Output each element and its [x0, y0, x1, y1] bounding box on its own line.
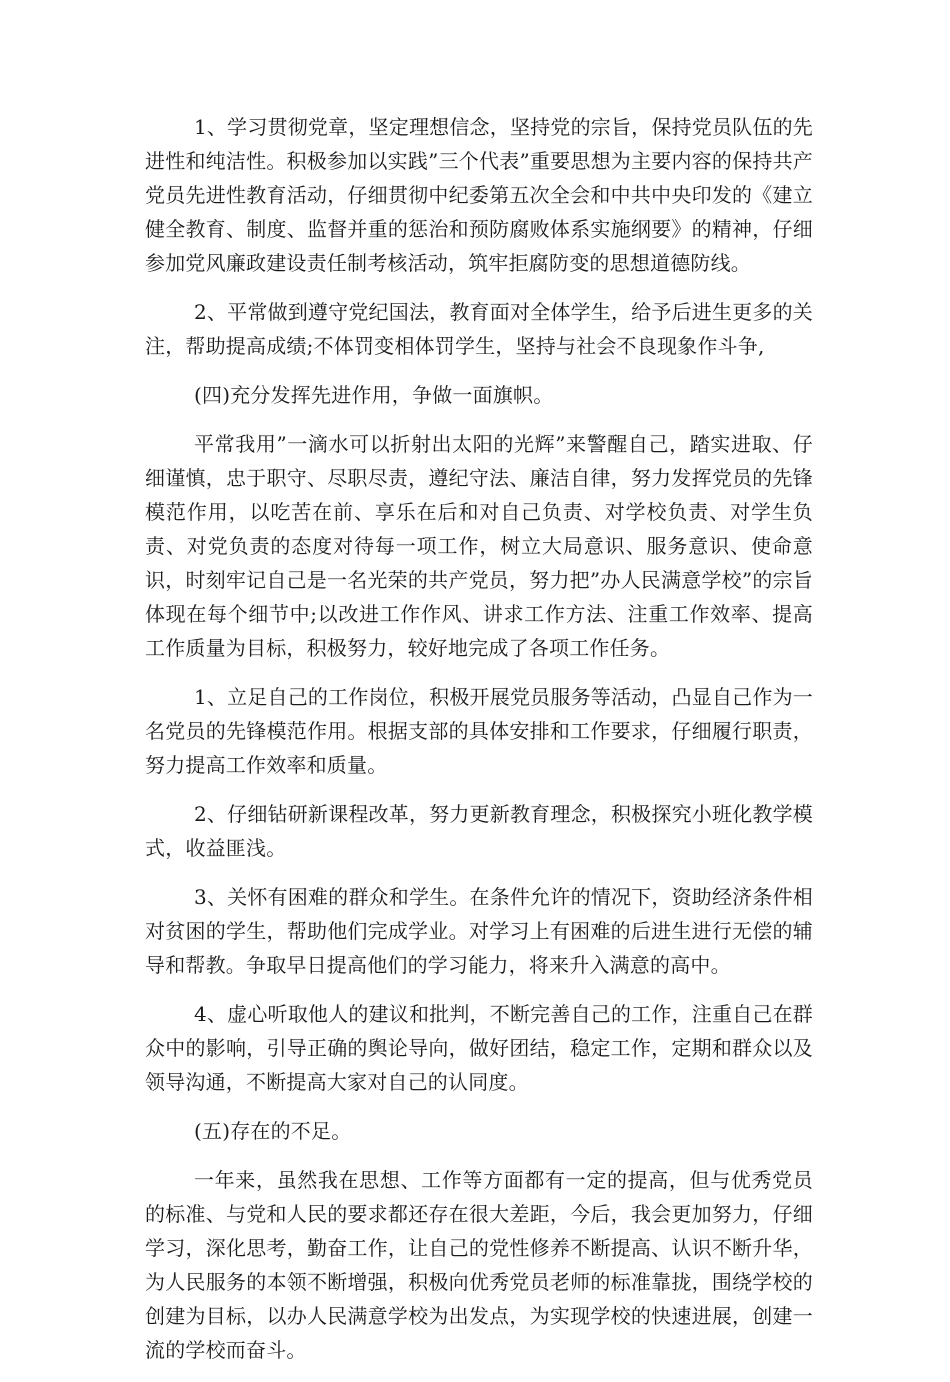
paragraph-exemplary-role: 平常我用”一滴水可以折射出太阳的光辉”来警醒自己，踏实进取、仔细谨慎，忠于职守、尽职尽责，遵纪守法、廉洁自律，努力发挥党员的先锋模范作用，以吃苦在前、享乐在后和对自己负责、对学校负责、对学生负责、对党负责的态度对待每一项工作，树立大局意识、服务意识、使命意识，时刻牢记自己是一名光荣的共产党员，努力把”办人民满意学校”的宗旨体现在每个细节中;以改进工作作风、讲求工作方法、注重工作效率、提高工作质量为目标，积极努力，较好地完成了各项工作任务。: [145, 432, 813, 660]
section-heading-4: (四)充分发挥先进作用，争做一面旗帜。: [194, 383, 554, 407]
paragraph-shortcomings: 一年来，虽然我在思想、工作等方面都有一定的提高，但与优秀党员的标准、与党和人民的要求都还存在很大差距，今后，我会更加努力，仔细学习，深化思考，勤奋工作，让自己的党性修养不断提高、认识不断升华，为人民服务的本领不断增强，积极向优秀党员老师的标准靠拢，围绕学校的创建为目标，以办人民满意学校为出发点，为实现学校的快速进展，创建一流的学校而奋斗。: [145, 1168, 813, 1362]
paragraph-obey-discipline: 2、平常做到遵守党纪国法，教育面对全体学生，给予后进生更多的关注，帮助提高成绩;不体罚变相体罚学生，坚持与社会不良现象作斗争,: [145, 300, 813, 358]
document-body: [145, 110, 813, 1382]
section-heading-5: (五)存在的不足。: [194, 1119, 352, 1143]
paragraph-care-students: 3、关怀有困难的群众和学生。在条件允许的情况下，资助经济条件相对贫困的学生，帮助他们完成学业。对学习上有困难的后进生进行无偿的辅导和帮教。争取早日提高他们的学习能力，将来升入满意的高中。: [145, 885, 813, 977]
paragraph-study-party-constitution: 1、学习贯彻党章，坚定理想信念，坚持党的宗旨，保持党员队伍的先进性和纯洁性。积极参加以实践”三个代表”重要思想为主要内容的保持共产党员先进性教育活动，仔细贯彻中纪委第五次全会和中共中央印发的《建立健全教育、制度、监督并重的惩治和预防腐败体系实施纲要》的精神，仔细参加党风廉政建设责任制考核活动，筑牢拒腐防变的思想道德防线。: [145, 115, 813, 275]
paragraph-listen-advice: 4、虚心听取他人的建议和批判，不断完善自己的工作，注重自己在群众中的影响，引导正确的舆论导向，做好团结，稳定工作，定期和群众以及领导沟通，不断提高大家对自己的认同度。: [145, 1002, 813, 1094]
paragraph-job-post: 1、立足自己的工作岗位，积极开展党员服务等活动，凸显自己作为一名党员的先锋模范作用。根据支部的具体安排和工作要求，仔细履行职责，努力提高工作效率和质量。: [145, 685, 813, 777]
paragraph-curriculum-reform: 2、仔细钻研新课程改革，努力更新教育理念，积极探究小班化教学模式，收益匪浅。: [145, 802, 813, 860]
